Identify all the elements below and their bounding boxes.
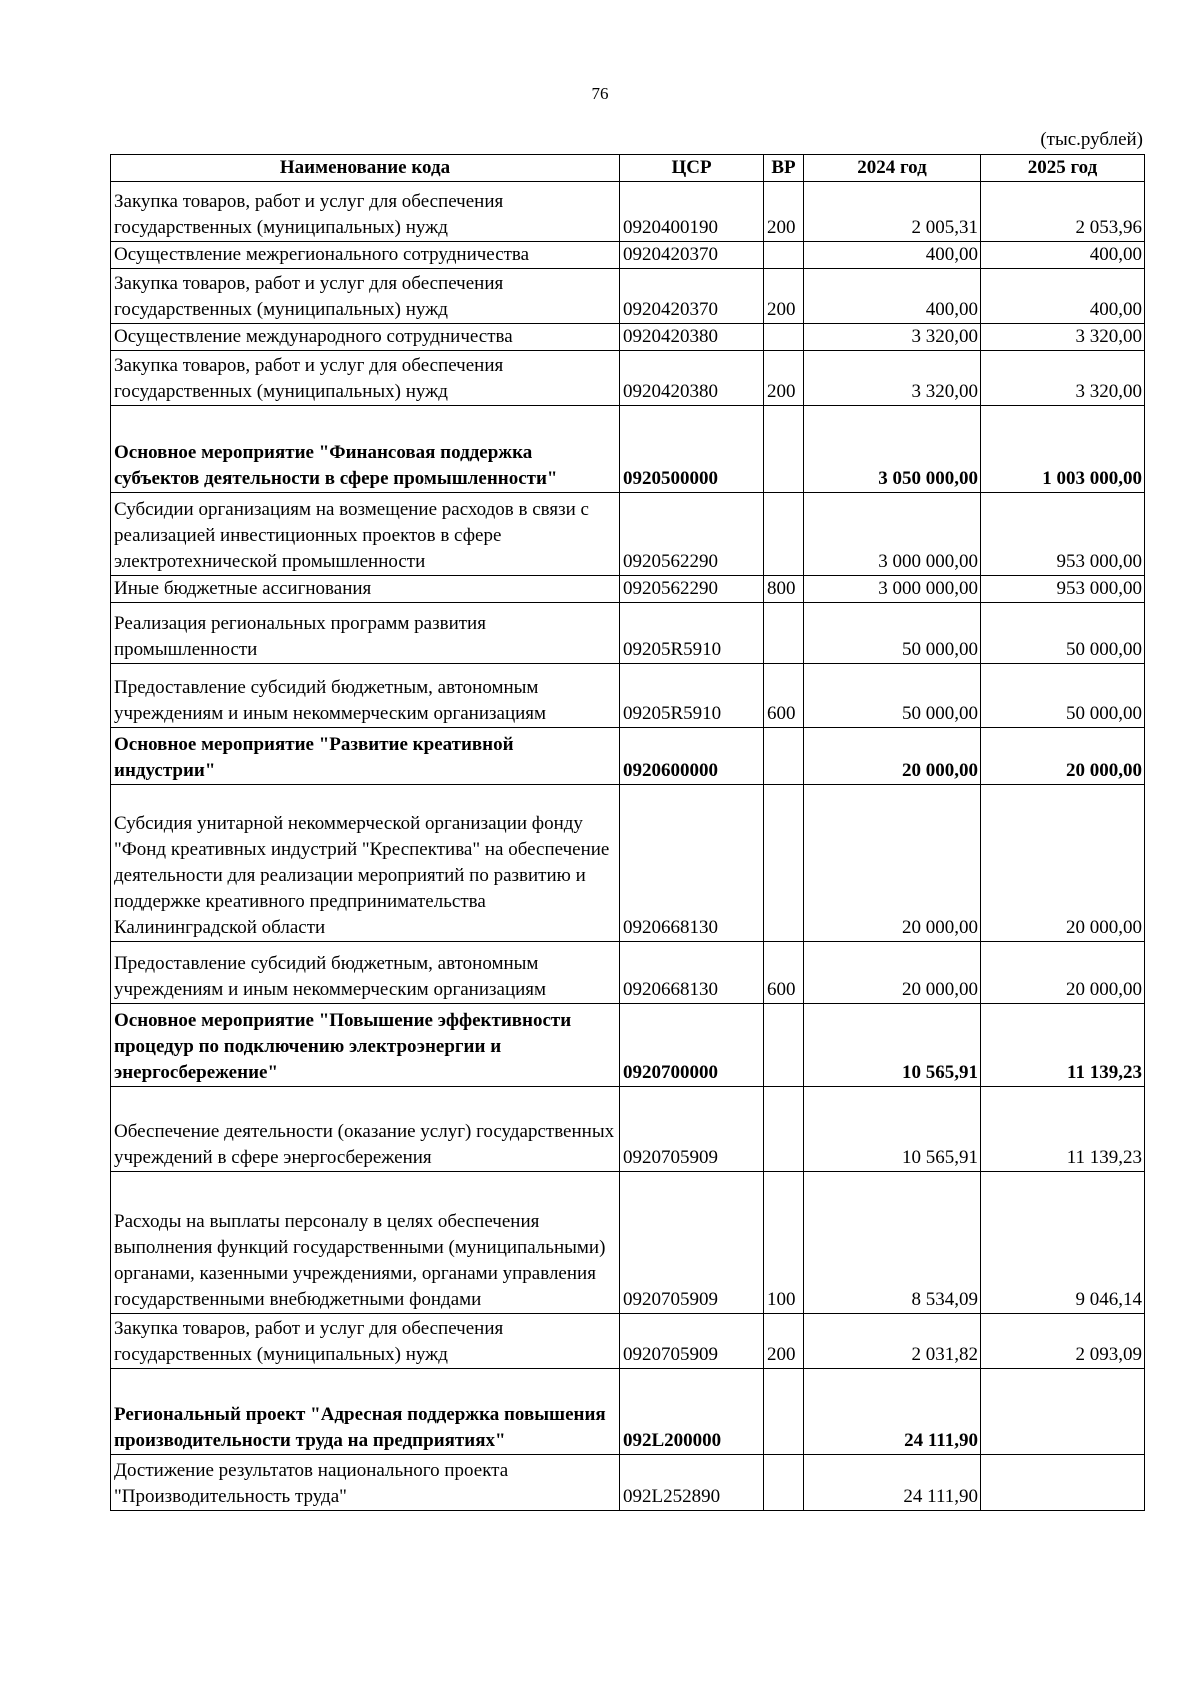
cell-2024: 3 320,00: [804, 324, 981, 351]
cell-name: Закупка товаров, работ и услуг для обеспечения государственных (муниципальных) нужд: [111, 1314, 620, 1369]
cell-2025: 50 000,00: [981, 603, 1145, 664]
cell-code: 0920562290: [620, 576, 764, 603]
table-row: [111, 942, 1145, 1004]
cell-vr: 200: [764, 351, 804, 406]
cell-2025: 11 139,23: [981, 1004, 1145, 1087]
cell-name: Расходы на выплаты персоналу в целях обеспечения выполнения функций государственными (муниципальными) органами, казенными учреждениями, органами управления государственными внебюджетными фондами: [111, 1172, 620, 1314]
cell-name: Субсидия унитарной некоммерческой организации фонду "Фонд креативных индустрий "Креспектива" на обеспечение деятельности для реализации мероприятий по развитию и поддержке креативного предпринимательства Калининградской области: [111, 785, 620, 942]
cell-vr: [764, 1004, 804, 1087]
cell-2024: 24 111,90: [804, 1455, 981, 1511]
cell-code: 0920700000: [620, 1004, 764, 1087]
table-row: [111, 1172, 1145, 1314]
cell-code: 0920668130: [620, 785, 764, 942]
header-2025: 2025 год: [981, 155, 1145, 182]
cell-name: Основное мероприятие "Развитие креативной индустрии": [111, 728, 620, 785]
cell-name: Реализация региональных программ развития промышленности: [111, 603, 620, 664]
cell-code: 0920668130: [620, 942, 764, 1004]
cell-vr: [764, 493, 804, 576]
cell-vr: 200: [764, 1314, 804, 1369]
cell-2025: 20 000,00: [981, 942, 1145, 1004]
cell-vr: 800: [764, 576, 804, 603]
cell-2024: 8 534,09: [804, 1172, 981, 1314]
cell-name: Основное мероприятие "Повышение эффективности процедур по подключению электроэнергии и энергосбережение": [111, 1004, 620, 1087]
cell-name: Осуществление международного сотрудничества: [111, 324, 620, 351]
cell-code: 0920705909: [620, 1087, 764, 1172]
cell-code: 0920705909: [620, 1172, 764, 1314]
cell-2025: 20 000,00: [981, 728, 1145, 785]
cell-2025: 400,00: [981, 242, 1145, 269]
cell-name: Иные бюджетные ассигнования: [111, 576, 620, 603]
cell-2024: 20 000,00: [804, 785, 981, 942]
cell-vr: [764, 1369, 804, 1455]
cell-2024: 10 565,91: [804, 1087, 981, 1172]
cell-vr: [764, 406, 804, 493]
cell-2025: 3 320,00: [981, 324, 1145, 351]
cell-2025: 11 139,23: [981, 1087, 1145, 1172]
header-2024: 2024 год: [804, 155, 981, 182]
cell-code: 0920500000: [620, 406, 764, 493]
cell-vr: [764, 242, 804, 269]
table-row: [111, 182, 1145, 242]
cell-2025: 9 046,14: [981, 1172, 1145, 1314]
cell-code: 0920420380: [620, 351, 764, 406]
table-row: [111, 493, 1145, 576]
cell-code: 09205R5910: [620, 603, 764, 664]
cell-2025: [981, 1369, 1145, 1455]
cell-name: Субсидии организациям на возмещение расходов в связи с реализацией инвестиционных проектов в сфере электротехнической промышленности: [111, 493, 620, 576]
cell-2025: 953 000,00: [981, 576, 1145, 603]
table-row: [111, 1004, 1145, 1087]
cell-vr: 200: [764, 182, 804, 242]
cell-2024: 20 000,00: [804, 942, 981, 1004]
cell-vr: [764, 728, 804, 785]
cell-vr: [764, 1087, 804, 1172]
cell-name: Основное мероприятие "Финансовая поддержка субъектов деятельности в сфере промышленности": [111, 406, 620, 493]
cell-name: Предоставление субсидий бюджетным, автономным учреждениям и иным некоммерческим организациям: [111, 664, 620, 728]
cell-code: 092L200000: [620, 1369, 764, 1455]
cell-2025: 400,00: [981, 269, 1145, 324]
cell-code: 092L252890: [620, 1455, 764, 1511]
cell-vr: [764, 324, 804, 351]
cell-code: 0920705909: [620, 1314, 764, 1369]
cell-2024: 20 000,00: [804, 728, 981, 785]
header-vr: ВР: [764, 155, 804, 182]
budget-table: [110, 154, 1145, 1511]
cell-name: Достижение результатов национального проекта "Производительность труда": [111, 1455, 620, 1511]
cell-2025: 953 000,00: [981, 493, 1145, 576]
table-row: [111, 1455, 1145, 1511]
cell-2025: 20 000,00: [981, 785, 1145, 942]
table-row: [111, 785, 1145, 942]
table-row: [111, 1087, 1145, 1172]
cell-name: Закупка товаров, работ и услуг для обеспечения государственных (муниципальных) нужд: [111, 351, 620, 406]
cell-2025: 2 053,96: [981, 182, 1145, 242]
header-row: [111, 155, 1145, 182]
table-row: [111, 242, 1145, 269]
cell-name: Осуществление межрегионального сотрудничества: [111, 242, 620, 269]
table-row: [111, 406, 1145, 493]
cell-2024: 50 000,00: [804, 664, 981, 728]
cell-2024: 400,00: [804, 242, 981, 269]
header-name: Наименование кода: [111, 155, 620, 182]
table-row: [111, 603, 1145, 664]
cell-vr: [764, 1455, 804, 1511]
cell-code: 0920420380: [620, 324, 764, 351]
cell-2024: 3 000 000,00: [804, 493, 981, 576]
cell-vr: [764, 785, 804, 942]
table-row: [111, 1314, 1145, 1369]
cell-code: 0920420370: [620, 242, 764, 269]
table-row: [111, 351, 1145, 406]
cell-vr: 600: [764, 942, 804, 1004]
cell-name: Закупка товаров, работ и услуг для обеспечения государственных (муниципальных) нужд: [111, 182, 620, 242]
cell-2024: 3 320,00: [804, 351, 981, 406]
units-label: (тыс.рублей): [1040, 129, 1143, 150]
cell-name: Предоставление субсидий бюджетным, автономным учреждениям и иным некоммерческим организациям: [111, 942, 620, 1004]
cell-name: Закупка товаров, работ и услуг для обеспечения государственных (муниципальных) нужд: [111, 269, 620, 324]
table-row: [111, 576, 1145, 603]
page-number: 76: [591, 84, 609, 103]
table-row: [111, 664, 1145, 728]
cell-vr: 200: [764, 269, 804, 324]
cell-2024: 10 565,91: [804, 1004, 981, 1087]
cell-vr: 600: [764, 664, 804, 728]
cell-2024: 24 111,90: [804, 1369, 981, 1455]
cell-2024: 2 005,31: [804, 182, 981, 242]
cell-2024: 50 000,00: [804, 603, 981, 664]
cell-2024: 3 000 000,00: [804, 576, 981, 603]
table-row: [111, 1369, 1145, 1455]
cell-2025: 2 093,09: [981, 1314, 1145, 1369]
cell-2024: 2 031,82: [804, 1314, 981, 1369]
cell-code: 09205R5910: [620, 664, 764, 728]
cell-code: 0920420370: [620, 269, 764, 324]
cell-code: 0920600000: [620, 728, 764, 785]
cell-code: 0920400190: [620, 182, 764, 242]
cell-code: 0920562290: [620, 493, 764, 576]
cell-name: Обеспечение деятельности (оказание услуг) государственных учреждений в сфере энергосбережения: [111, 1087, 620, 1172]
cell-vr: 100: [764, 1172, 804, 1314]
cell-2025: 1 003 000,00: [981, 406, 1145, 493]
cell-2024: 400,00: [804, 269, 981, 324]
cell-vr: [764, 603, 804, 664]
cell-2025: 3 320,00: [981, 351, 1145, 406]
cell-2025: 50 000,00: [981, 664, 1145, 728]
table-row: [111, 728, 1145, 785]
cell-name: Региональный проект "Адресная поддержка повышения производительности труда на предприятиях": [111, 1369, 620, 1455]
cell-2024: 3 050 000,00: [804, 406, 981, 493]
table-row: [111, 269, 1145, 324]
table-row: [111, 324, 1145, 351]
header-code: ЦСР: [620, 155, 764, 182]
cell-2025: [981, 1455, 1145, 1511]
